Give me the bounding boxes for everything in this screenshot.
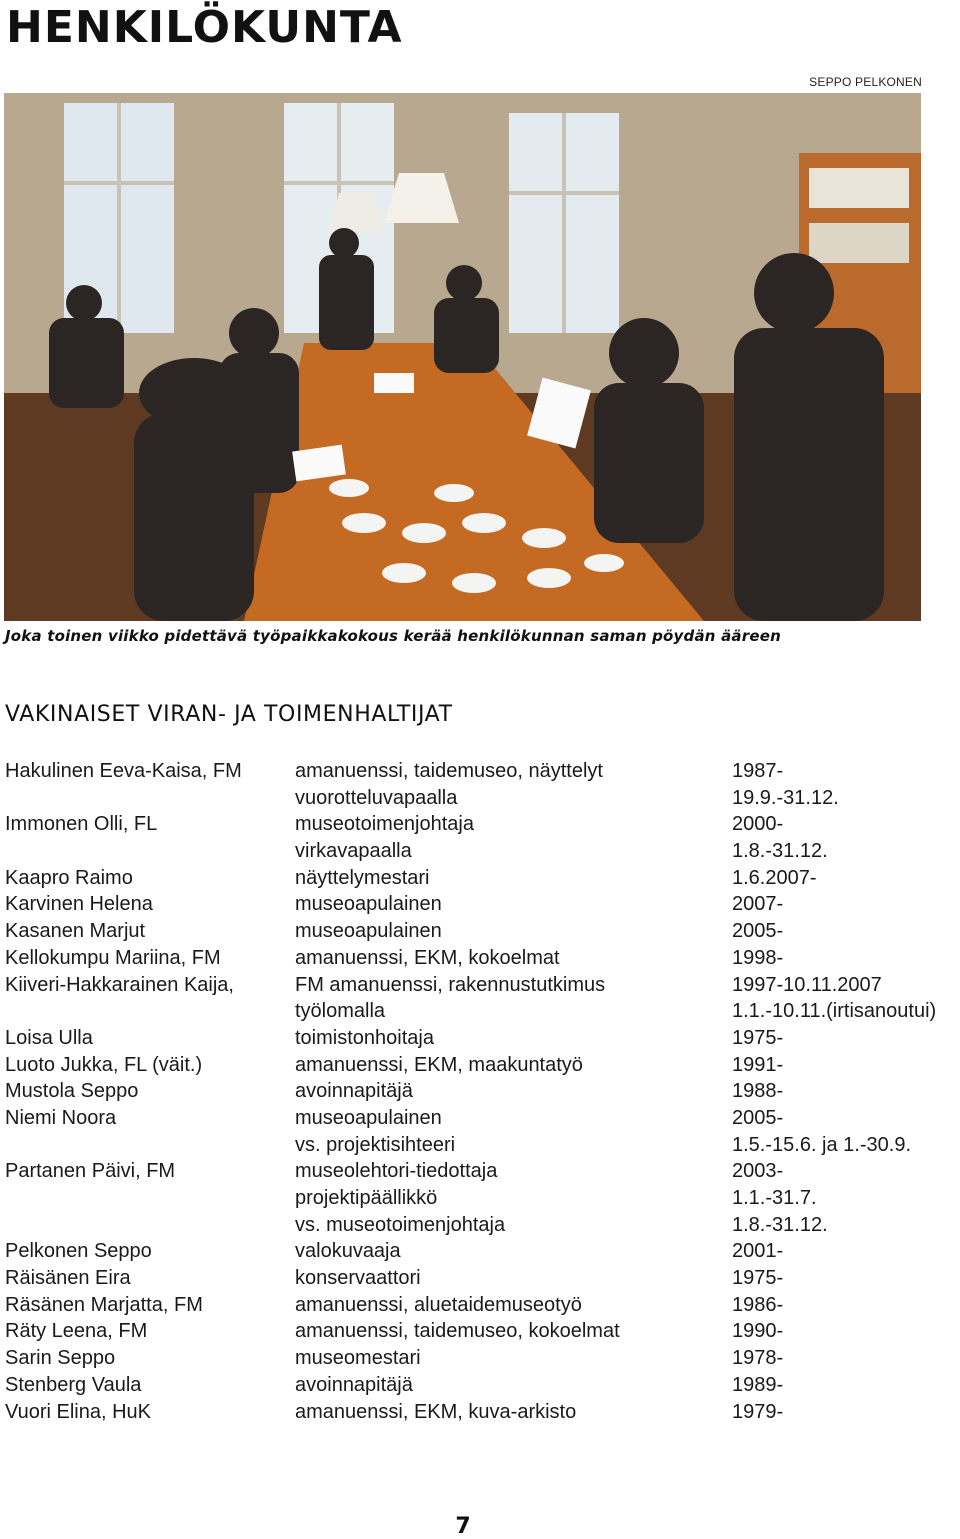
staff-period: 1.6.2007- (732, 866, 817, 889)
staff-period: 2005- (732, 920, 784, 943)
staff-row (5, 998, 960, 1025)
staff-row (5, 1399, 960, 1426)
staff-role: projektipäällikkö (295, 1187, 438, 1209)
staff-role: amanuenssi, EKM, kuva-arkisto (295, 1400, 577, 1423)
staff-name: Loisa Ulla (5, 1026, 93, 1049)
staff-row (5, 945, 960, 972)
staff-row (5, 1265, 960, 1292)
staff-period: 2007- (732, 893, 784, 916)
staff-period: 1989- (732, 1373, 784, 1396)
staff-name: Kiiveri-Hakkarainen Kaija, (5, 973, 234, 996)
staff-name: Kellokumpu Mariina, FM (5, 946, 221, 969)
staff-period: 2000- (732, 813, 784, 836)
staff-role: museolehtori-tiedottaja (295, 1160, 498, 1183)
staff-role: valokuvaaja (295, 1240, 401, 1263)
staff-row (5, 918, 960, 945)
staff-role: avoinnapitäjä (295, 1080, 413, 1103)
staff-row (5, 1185, 960, 1212)
staff-period: 2001- (732, 1240, 784, 1263)
staff-period: 19.9.-31.12. (732, 786, 839, 809)
staff-row (5, 1052, 960, 1079)
staff-row (5, 1372, 960, 1399)
staff-name: Hakulinen Eeva-Kaisa, FM (5, 760, 242, 782)
staff-period: 1.8.-31.12. (732, 840, 828, 863)
staff-period: 1.1.-31.7. (732, 1187, 817, 1209)
staff-role: museoapulainen (295, 920, 442, 943)
staff-row (5, 1318, 960, 1345)
staff-role: FM amanuenssi, rakennustutkimus (295, 973, 606, 996)
staff-row (5, 1292, 960, 1319)
staff-role: amanuenssi, EKM, kokoelmat (295, 946, 560, 969)
staff-role: vuorotteluvapaalla (295, 786, 458, 809)
staff-name: Luoto Jukka, FL (väit.) (5, 1053, 203, 1076)
staff-period: 1998- (732, 946, 784, 969)
staff-role: konservaattori (295, 1267, 421, 1290)
staff-name: Niemi Noora (5, 1106, 117, 1129)
staff-row (5, 785, 960, 812)
staff-row (5, 1212, 960, 1239)
staff-period: 1978- (732, 1347, 784, 1370)
staff-name: Vuori Elina, HuK (5, 1400, 151, 1423)
staff-role: toimistonhoitaja (295, 1026, 434, 1049)
staff-role: museoapulainen (295, 1106, 442, 1129)
staff-role: vs. museotoimenjohtaja (295, 1213, 506, 1236)
staff-period: 1979- (732, 1400, 784, 1423)
staff-row (5, 891, 960, 918)
photo-caption: Joka toinen viikko pidettävä työpaikkakokous kerää henkilökunnan saman pöydän ääreen (5, 627, 781, 645)
staff-name: Räsänen Marjatta, FM (5, 1293, 203, 1316)
staff-row (5, 972, 960, 999)
staff-name: Mustola Seppo (5, 1080, 139, 1103)
staff-period: 1.8.-31.12. (732, 1213, 828, 1236)
staff-role: amanuenssi, taidemuseo, näyttelyt (295, 760, 603, 782)
staff-row (5, 758, 960, 785)
staff-period: 1987- (732, 760, 784, 782)
staff-row (5, 1158, 960, 1185)
staff-period: 1975- (732, 1026, 784, 1049)
staff-name: Partanen Päivi, FM (5, 1160, 176, 1183)
staff-name: Karvinen Helena (5, 893, 153, 916)
staff-name: Sarin Seppo (5, 1347, 116, 1370)
staff-period: 2003- (732, 1160, 784, 1183)
page-number: 7 (455, 1514, 471, 1539)
staff-row (5, 1238, 960, 1265)
staff-name: Räty Leena, FM (5, 1320, 148, 1343)
staff-period: 1975- (732, 1267, 784, 1290)
staff-name: Kasanen Marjut (5, 920, 146, 943)
staff-row (5, 1132, 960, 1159)
staff-period: 1.1.-10.11.(irtisanoutui) (732, 1000, 937, 1023)
section-heading: VAKINAISET VIRAN- JA TOIMENHALTIJAT (5, 702, 453, 727)
staff-row (5, 865, 960, 892)
staff-period: 1991- (732, 1053, 784, 1076)
staff-row (5, 1025, 960, 1052)
staff-role: amanuenssi, aluetaidemuseotyö (295, 1293, 582, 1316)
staff-period: 1.5.-15.6. ja 1.-30.9. (732, 1133, 912, 1156)
staff-name: Stenberg Vaula (5, 1373, 142, 1396)
staff-name: Kaapro Raimo (5, 866, 133, 889)
staff-role: museoapulainen (295, 893, 442, 916)
staff-role: työlomalla (295, 1000, 386, 1023)
staff-role: avoinnapitäjä (295, 1373, 413, 1396)
staff-role: virkavapaalla (295, 840, 412, 863)
meeting-photo (4, 93, 921, 621)
page-title: HENKILÖKUNTA (6, 2, 403, 53)
staff-row (5, 1105, 960, 1132)
staff-name: Pelkonen Seppo (5, 1240, 152, 1263)
staff-role: museotoimenjohtaja (295, 813, 474, 836)
staff-period: 1997-10.11.2007 (732, 973, 882, 996)
staff-list (5, 758, 960, 1425)
photo-credit: SEPPO PELKONEN (809, 75, 922, 89)
staff-role: amanuenssi, EKM, maakuntatyö (295, 1053, 583, 1076)
staff-period: 1990- (732, 1320, 784, 1343)
staff-name: Immonen Olli, FL (5, 813, 158, 836)
staff-row (5, 1345, 960, 1372)
staff-period: 1986- (732, 1293, 784, 1316)
staff-role: vs. projektisihteeri (295, 1133, 456, 1156)
staff-role: museomestari (295, 1347, 421, 1370)
staff-name: Räisänen Eira (5, 1267, 131, 1290)
staff-row (5, 838, 960, 865)
staff-row (5, 1078, 960, 1105)
staff-role: näyttelymestari (295, 866, 430, 889)
staff-role: amanuenssi, taidemuseo, kokoelmat (295, 1320, 620, 1343)
staff-period: 2005- (732, 1106, 784, 1129)
staff-period: 1988- (732, 1080, 784, 1103)
staff-row (5, 811, 960, 838)
